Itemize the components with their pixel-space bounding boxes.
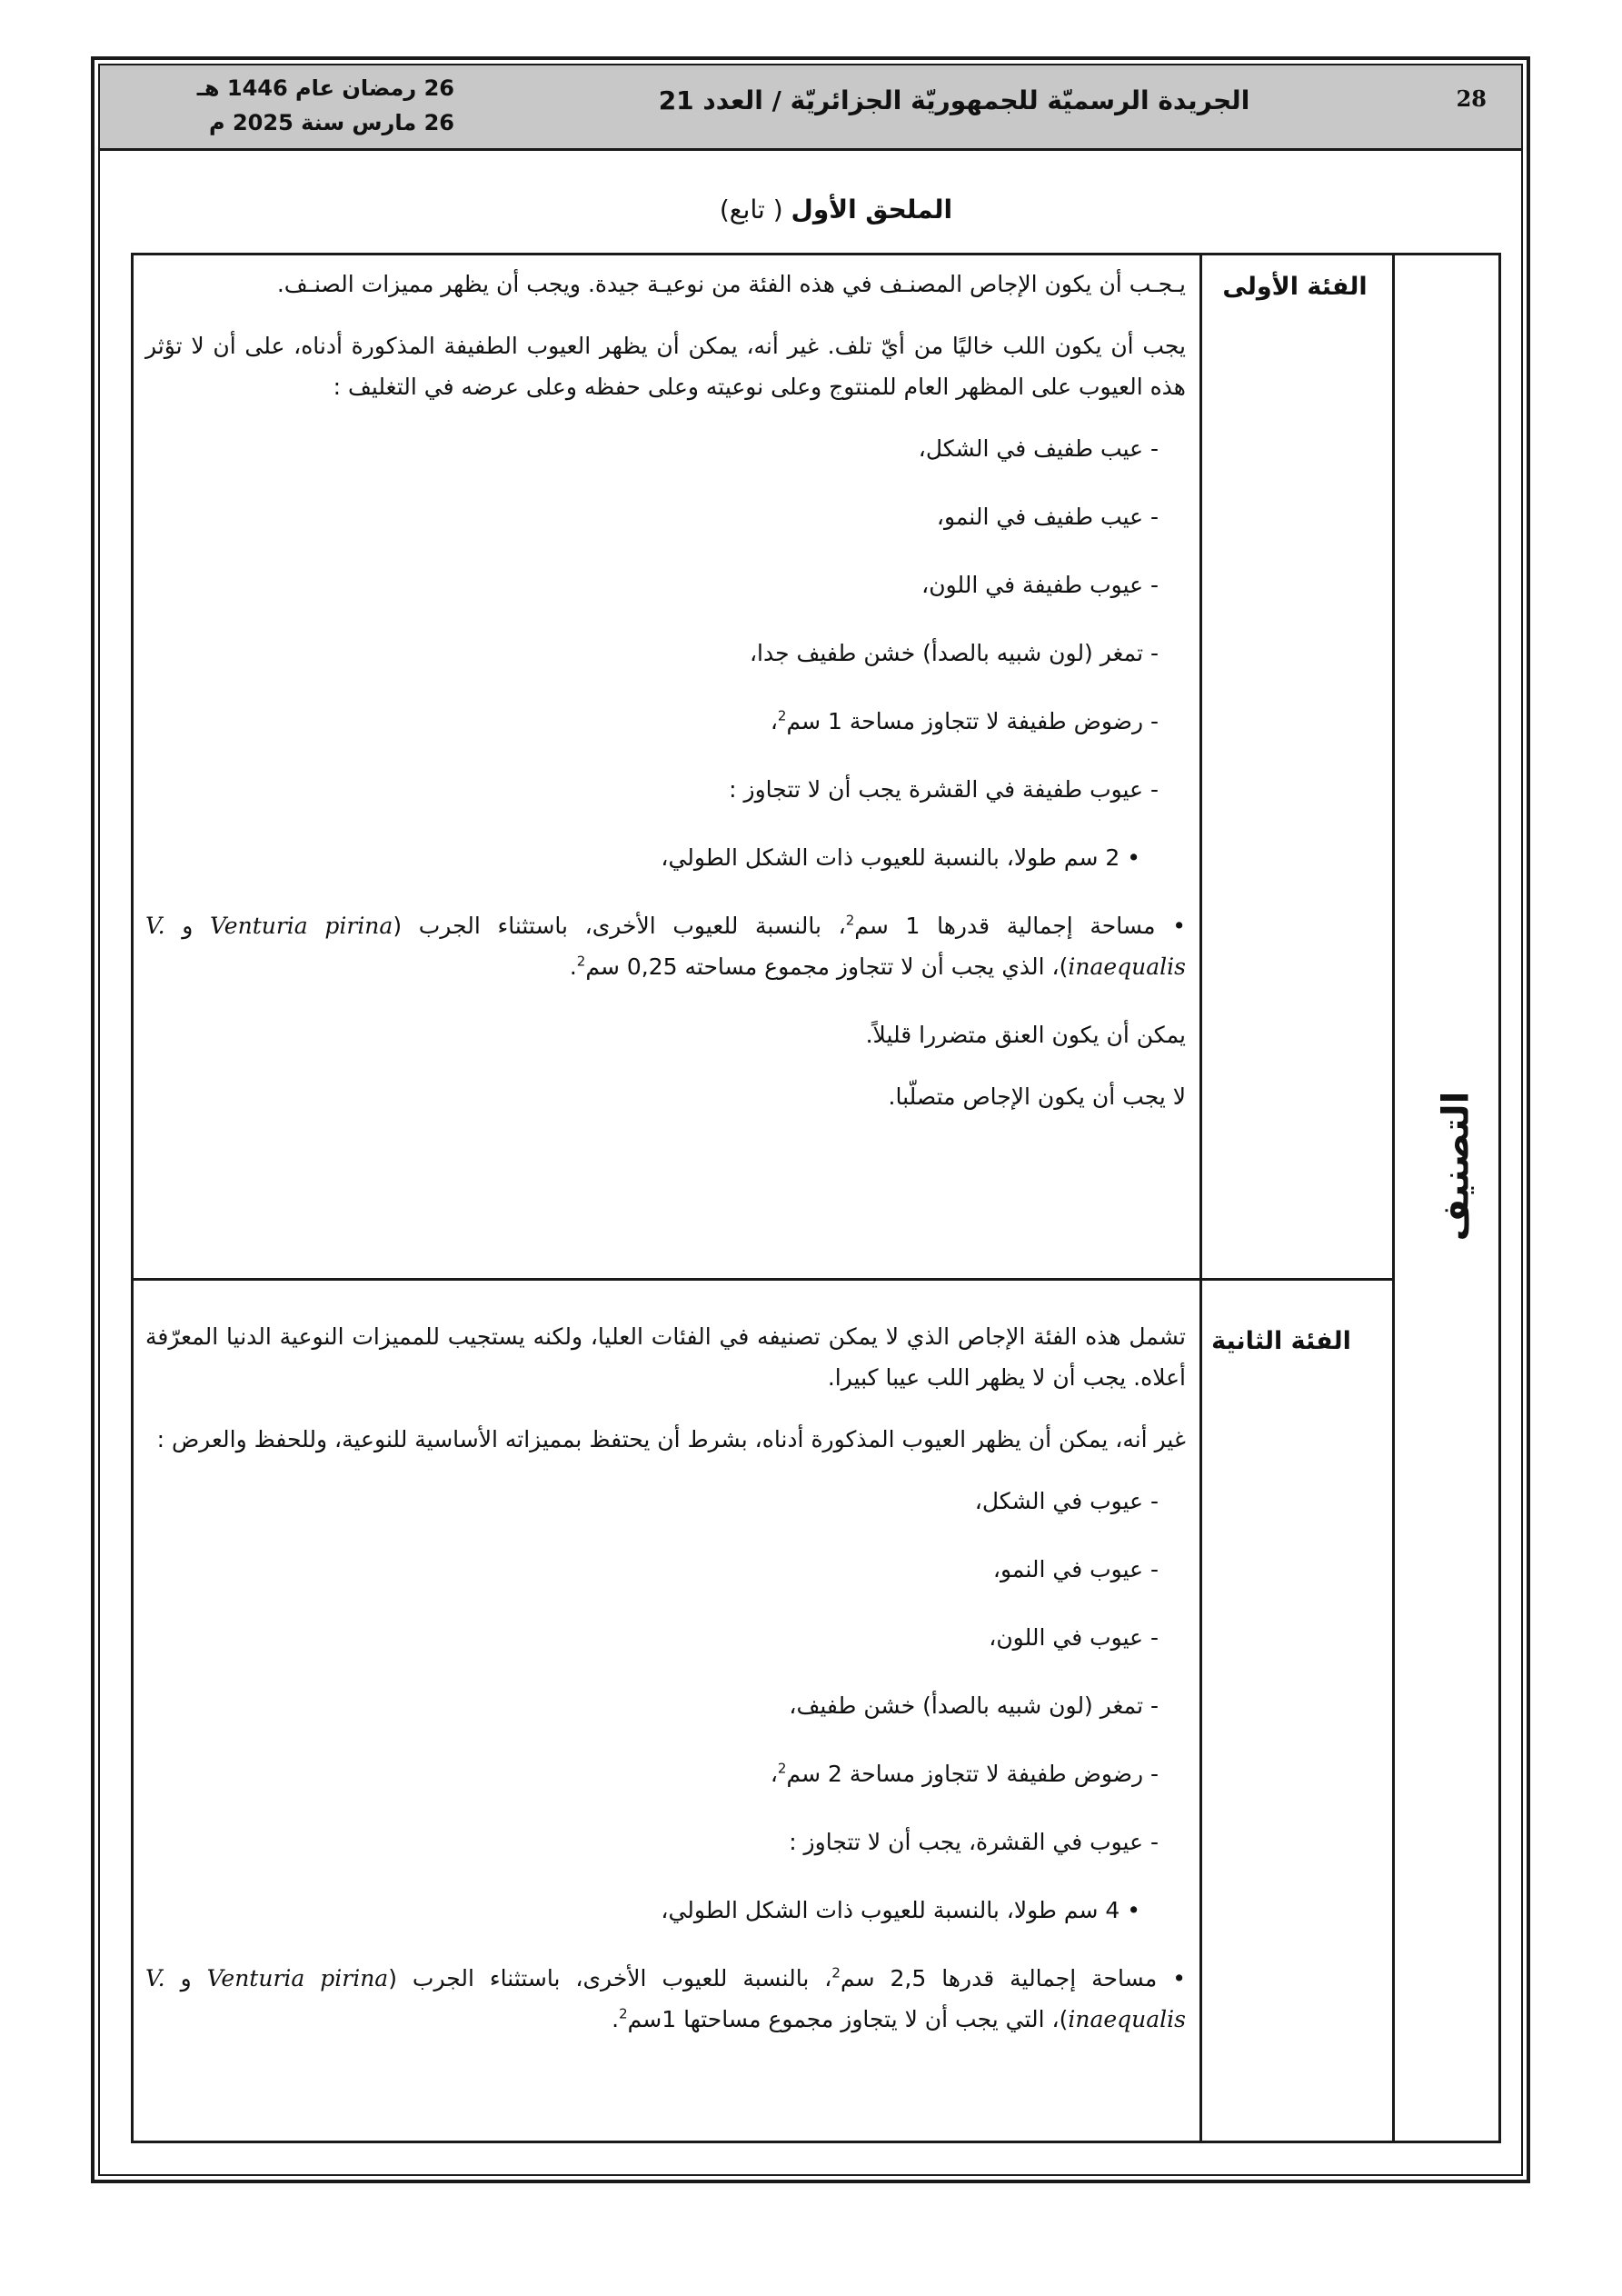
- category2-item-3: - عيوب في اللون،: [989, 1624, 1159, 1651]
- annex-suffix: ( تابع): [719, 195, 783, 225]
- category1-intro: يـجـب أن يكون الإجاص المصنـف في هذه الفئة من نوعيـة جيدة. ويجب أن يظهر مميزات الصنـف.: [276, 271, 1186, 297]
- category1-item-4: - تمغر (لون شبيه بالصدأ) خشن طفيف جدا،: [749, 640, 1159, 666]
- category1-item-1: - عيب طفيف في الشكل،: [918, 435, 1159, 462]
- category1-bullet-1: • 2 سم طولا، بالنسبة للعيوب ذات الشكل الطولي،: [661, 844, 1140, 871]
- category1-item-skin: - عيوب طفيفة في القشرة يجب أن لا تتجاوز :: [729, 776, 1159, 803]
- page-number: 28: [1456, 85, 1487, 112]
- category2-item-2: - عيوب في النمو،: [992, 1556, 1159, 1582]
- category2-item-1: - عيوب في الشكل،: [974, 1488, 1159, 1514]
- category2-item-4: - تمغر (لون شبيه بالصدأ) خشن طفيف،: [789, 1692, 1159, 1719]
- category2-content: [145, 1316, 1186, 2067]
- category2-intro: تشمل هذه الفئة الإجاص الذي لا يمكن تصنيفه في الفئات العليا، ولكنه يستجيب للمميزات النوعية الدنيا المعرّفة أعلاه. يجب أن لا يظهر اللب عيبا كبيرا.: [145, 1323, 1186, 1391]
- table-divider-section: [1392, 253, 1395, 2143]
- table-divider-category: [1199, 253, 1202, 2143]
- category1-bullet-2: • مساحة إجمالية قدرها 1 سم$^2$، بالنسبة للعيوب الأخرى، باستثناء الجرب (Venturia pirina و V. inaequalis)، الذي يجب أن لا تتجاوز مجموع مساحته 0,25 سم$^2$.: [145, 912, 1186, 980]
- category1-content: [145, 264, 1186, 1138]
- category1-item-3: - عيوب طفيفة في اللون،: [921, 572, 1159, 598]
- category1-para4: لا يجب أن يكون الإجاص متصلّبا.: [888, 1083, 1186, 1110]
- category1-para3: يمكن أن يكون العنق متضررا قليلاً.: [865, 1022, 1186, 1048]
- annex-title: الملحق الأول: [791, 195, 953, 225]
- category1-label: الفئة الأولى: [1222, 273, 1368, 301]
- gazette-header: [100, 65, 1521, 151]
- category2-label: الفئة الثانية: [1211, 1327, 1351, 1355]
- category2-bullet-2: • مساحة إجمالية قدرها 2,5 سم$^2$، بالنسبة للعيوب الأخرى، باستثناء الجرب (Venturia pirina و V. inaequalis)، التي يجب أن لا يتجاوز مجموع مساحتها 1سم$^2$.: [145, 1964, 1186, 2032]
- category2-item-bruises: - رضوض طفيفة لا تتجاوز مساحة 2 سم$^2$،: [770, 1760, 1159, 1787]
- category2-bullet-1: • 4 سم طولا، بالنسبة للعيوب ذات الشكل الطولي،: [661, 1897, 1140, 1923]
- annex-heading: [518, 195, 1154, 225]
- hijri-date: 26 رمضان عام 1446 هـ: [196, 75, 454, 101]
- category1-item-2: - عيب طفيف في النمو،: [936, 504, 1159, 530]
- section-label-classification: التصنيف: [1435, 1091, 1478, 1242]
- table-row-divider: [131, 1278, 1394, 1281]
- category1-item-bruises: - رضوض طفيفة لا تتجاوز مساحة 1 سم$^2$،: [770, 707, 1159, 734]
- gregorian-date: 26 مارس سنة 2025 م: [209, 110, 454, 135]
- category2-item-skin: - عيوب في القشرة، يجب أن لا تتجاوز :: [789, 1829, 1159, 1855]
- gazette-title: الجريدة الرسميّة للجمهوريّة الجزائريّة / العدد 21: [658, 85, 1250, 115]
- category1-para2: يجب أن يكون اللب خاليًا من أيّ تلف. غير أنه، يمكن أن يظهر العيوب الطفيفة المذكورة أدناه، على أن لا تؤثر هذه العيوب على المظهر العام للمنتوج وعلى نوعيته وعلى حفظه وعلى عرضه في التغليف :: [145, 333, 1186, 400]
- category2-para2: غير أنه، يمكن أن يظهر العيوب المذكورة أدناه، بشرط أن يحتفظ بمميزاته الأساسية للنوعية، وللحفظ والعرض :: [156, 1426, 1186, 1452]
- header-dates: [127, 71, 454, 140]
